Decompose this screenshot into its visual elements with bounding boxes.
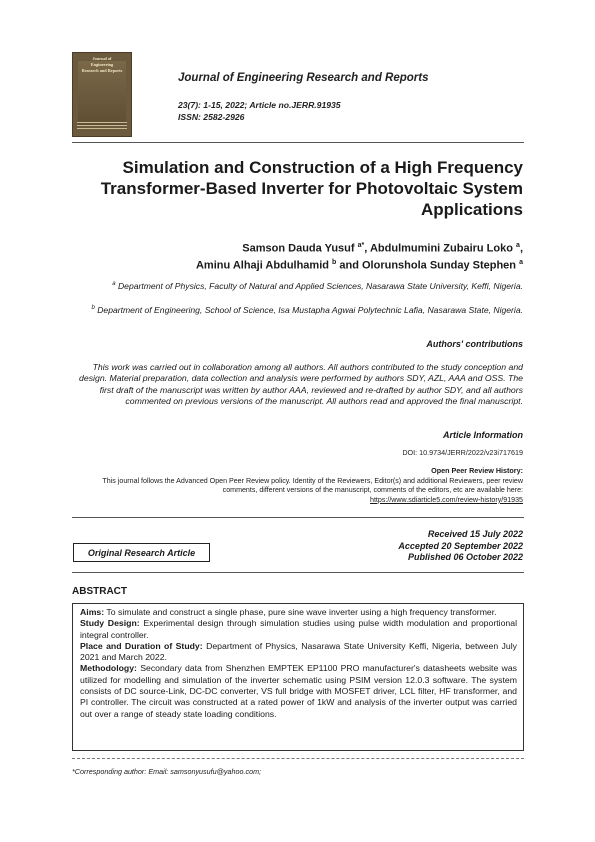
abstract-text: Experimental design through simulation studies using pulse width modulation and proportional integral controller.: [80, 618, 518, 640]
peer-review-heading: Open Peer Review History:: [431, 466, 523, 475]
author-list: [71, 239, 523, 273]
accepted-date: Accepted 20 September 2022: [398, 540, 523, 551]
author-name: Abdulmumini Zubairu Loko: [369, 242, 513, 255]
abstract-box: [72, 603, 524, 751]
affiliation: [71, 279, 523, 292]
published-date: Published 06 October 2022: [407, 552, 523, 563]
peer-review-text: [71, 477, 523, 505]
affiliation-mark: a: [112, 281, 116, 287]
abstract-label: Study Design:: [80, 618, 140, 629]
article-type-badge: Original Research Article: [73, 543, 210, 562]
affiliation-text: Department of Engineering, School of Science, Isa Mustapha Agwai Polytechnic Lafia, Nasarawa State, Nigeria.: [97, 304, 523, 315]
affiliation: [71, 303, 523, 316]
author-separator: ,: [519, 242, 523, 255]
dates-divider: [72, 572, 524, 573]
abstract-text: To simulate and construct a single phase, pure sine wave inverter using a high frequency transformer.: [106, 607, 497, 617]
abstract-heading: ABSTRACT: [72, 586, 127, 597]
contributions-text: This work was carried out in collaboration among all authors. All authors contributed to the study conception and design. Material preparation, data collection and analysis were performed by authors SDY, AZL, AAA and OSS. The first draft of the manuscript was written by author AAA, reviewed and re-drafted by author SDY, and all authors commented on previous versions of the manuscript. All authors read and approved the final manuscript.: [79, 362, 523, 406]
article-info-heading: Article Information: [442, 430, 523, 440]
author-affiliation-mark: b: [332, 259, 337, 267]
footnote-divider: [72, 758, 524, 759]
article-dates: [223, 529, 523, 564]
received-date: Received 15 July 2022: [427, 529, 523, 539]
author-name: Aminu Alhaji Abdulhamid: [195, 259, 329, 272]
journal-issn: ISSN: 2582-2926: [178, 112, 245, 122]
peer-review-link[interactable]: https://www.sdiarticle5.com/review-history/91935: [370, 495, 523, 504]
abstract-label: Methodology:: [80, 663, 137, 674]
doi: DOI: 10.9734/JERR/2022/v23i717619: [402, 448, 523, 457]
abstract-label: Place and Duration of Study:: [80, 640, 203, 651]
header-divider: [72, 142, 524, 143]
cover-title: Journal of Engineering Research and Reports: [81, 56, 123, 73]
cover-decoration: [77, 122, 127, 132]
abstract-item: [80, 663, 517, 719]
abstract-item: [80, 607, 517, 618]
author-separator: ,: [364, 242, 370, 255]
paper-title: Simulation and Construction of a High Frequency Transformer-Based Inverter for Photovoltaic System Applications: [100, 158, 523, 219]
abstract-item: [80, 641, 517, 664]
contributions-heading: Authors' contributions: [426, 339, 523, 349]
corresponding-author-footnote: *Corresponding author: Email: samsonyusufu@yahoo.com;: [72, 767, 262, 776]
journal-name: Journal of Engineering Research and Reports: [178, 72, 429, 84]
author-affiliation-mark: a*: [357, 242, 365, 249]
author-affiliation-mark: a: [519, 259, 523, 267]
author-separator: and: [336, 259, 362, 272]
info-divider: [72, 517, 524, 518]
abstract-text: Secondary data from Shenzhen EMPTEK EP1100 PRO manufacturer's datasheets website was utilized for modelling and simulation of the inverter schematic using PSIM version 12.0.3 software. The system consists of DC source-Link, DC-DC converter, VS full bridge with MOSFET driver, LCL filter, HF transformer, and PI controller. The circuit was constructed at a rated power of 1kW and analysis of the inverter output was carried out over a range of steady state loading conditions.: [80, 663, 517, 719]
abstract-text: Department of Physics, Nasarawa State University Keffi, Nigeria, between July 2021 and March 2022.: [80, 640, 517, 663]
abstract-item: [80, 618, 517, 641]
author-name: Samson Dauda Yusuf: [242, 242, 355, 255]
author-affiliation-mark: a: [516, 242, 520, 249]
affiliation-mark: b: [91, 305, 95, 311]
author-name: Olorunshola Sunday Stephen: [362, 259, 517, 272]
journal-volume: 23(7): 1-15, 2022; Article no.JERR.91935: [178, 100, 341, 110]
affiliation-text: Department of Physics, Faculty of Natural and Applied Sciences, Nasarawa State University, Keffi, Nigeria.: [117, 280, 523, 291]
peer-review-description: This journal follows the Advanced Open Peer Review policy. Identity of the Reviewers, Editor(s) and additional Reviewers, peer review comments, different versions of the manuscript, comments of the editors, etc are available here:: [102, 477, 523, 495]
journal-cover-image: [72, 52, 132, 137]
abstract-label: Aims:: [80, 607, 105, 617]
